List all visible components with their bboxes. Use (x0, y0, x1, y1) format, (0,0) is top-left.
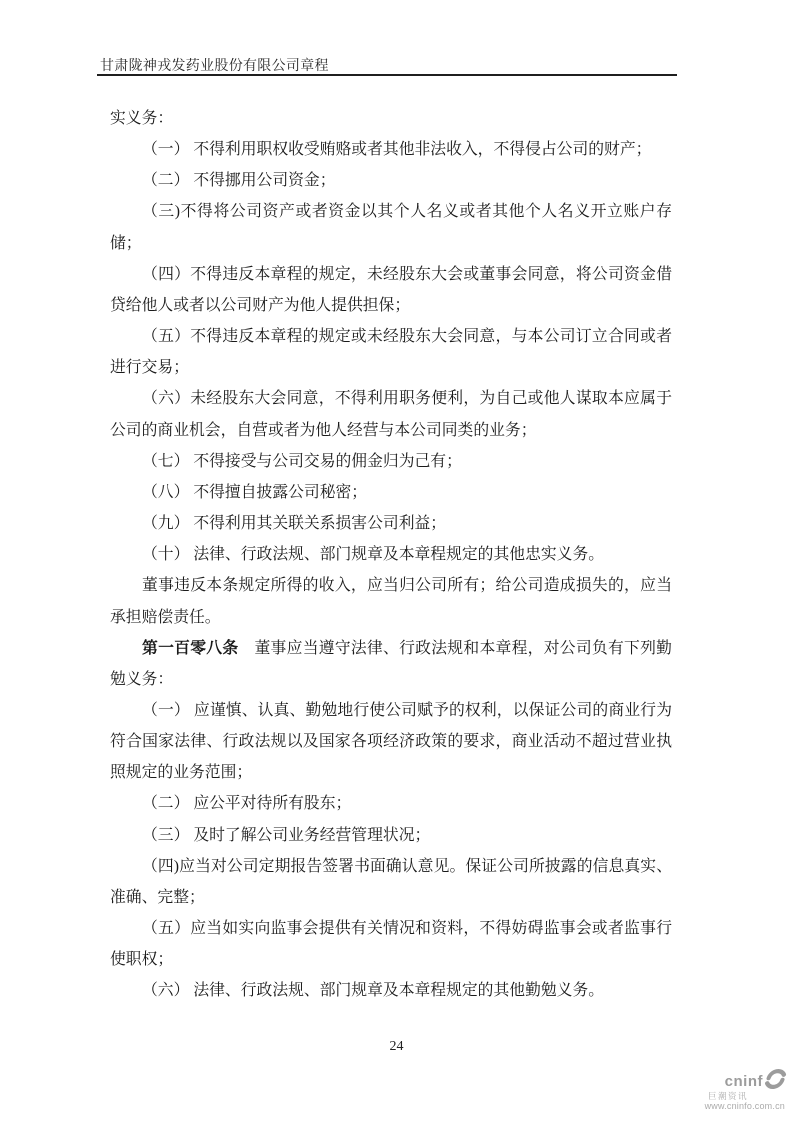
document-line: （一） 不得利用职权收受贿赂或者其他非法收入，不得侵占公司的财产； (142, 141, 652, 159)
document-line: （一） 应谨慎、认真、勤勉地行使公司赋予的权利，以保证公司的商业行为 (142, 701, 672, 719)
document-line: 实义务： (110, 110, 174, 127)
document-line: 勉义务： (110, 670, 174, 688)
article-number: 第一百零八条 (142, 639, 239, 657)
document-line: （九） 不得利用其关联关系损害公司利益； (142, 515, 447, 533)
document-line: 进行交易； (110, 359, 189, 377)
document-line: （八） 不得擅自披露公司秘密； (142, 483, 368, 501)
document-line: 符合国家法律、行政法规以及国家各项经济政策的要求，商业活动不超过营业执 (110, 733, 672, 751)
page-number: 24 (389, 1039, 404, 1054)
document-line: 照规定的业务范围； (110, 764, 253, 782)
document-line: （二） 应公平对待所有股东； (142, 795, 352, 813)
document-line: 使职权； (110, 951, 174, 969)
document-line: 第一百零八条 董事应当遵守法律、行政法规和本章程，对公司负有下列勤 (142, 639, 672, 657)
document-body (110, 103, 672, 1007)
document-line: 承担赔偿责任。 (110, 608, 221, 626)
cninfo-watermark (693, 1071, 785, 1112)
document-line: （三)不得将公司资产或者资金以其个人名义或者其他个人名义开立账户存 (142, 203, 672, 221)
document-line: （三） 及时了解公司业务经营管理状况； (142, 826, 431, 844)
document-line: 公司的商业机会，自营或者为他人经营与本公司同类的业务； (110, 421, 537, 439)
document-line: （四）不得违反本章程的规定，未经股东大会或董事会同意，将公司资金借 (142, 265, 672, 283)
document-line: （六） 法律、行政法规、部门规章及本章程规定的其他勤勉义务。 (142, 982, 605, 1000)
document-line: （十） 法律、行政法规、部门规章及本章程规定的其他忠实义务。 (142, 546, 605, 564)
cninfo-url: www.cninfo.com.cn (704, 1101, 785, 1111)
document-line: （六）未经股东大会同意，不得利用职务便利，为自己或他人谋取本应属于 (142, 390, 672, 408)
cninfo-brand-row (693, 1071, 785, 1091)
document-line: 储； (110, 234, 142, 252)
document-line: （五）应当如实向监事会提供有关情况和资料，不得妨碍监事会或者监事行 (142, 920, 672, 938)
header-title: 甘肃陇神戎发药业股份有限公司章程 (100, 59, 329, 74)
cninfo-brand: cninf (724, 1072, 763, 1090)
document-line: （四)应当对公司定期报告签署书面确认意见。保证公司所披露的信息真实、 (142, 857, 672, 875)
document-line: 董事违反本条规定所得的收入，应当归公司所有；给公司造成损失的，应当 (142, 577, 672, 595)
document-line: （五）不得违反本章程的规定或未经股东大会同意，与本公司订立合同或者 (142, 328, 672, 346)
document-line: 贷给他人或者以公司财产为他人提供担保； (110, 296, 411, 314)
document-line: （七） 不得接受与公司交易的佣金归为己有； (142, 452, 462, 470)
document-line: 准确、完整； (110, 888, 205, 906)
document-line: （二） 不得挪用公司资金； (142, 172, 336, 190)
cninfo-cn-name: 巨潮资讯 (707, 1091, 748, 1101)
cninfo-logo-icon (762, 1069, 787, 1094)
header-rule (97, 74, 677, 76)
